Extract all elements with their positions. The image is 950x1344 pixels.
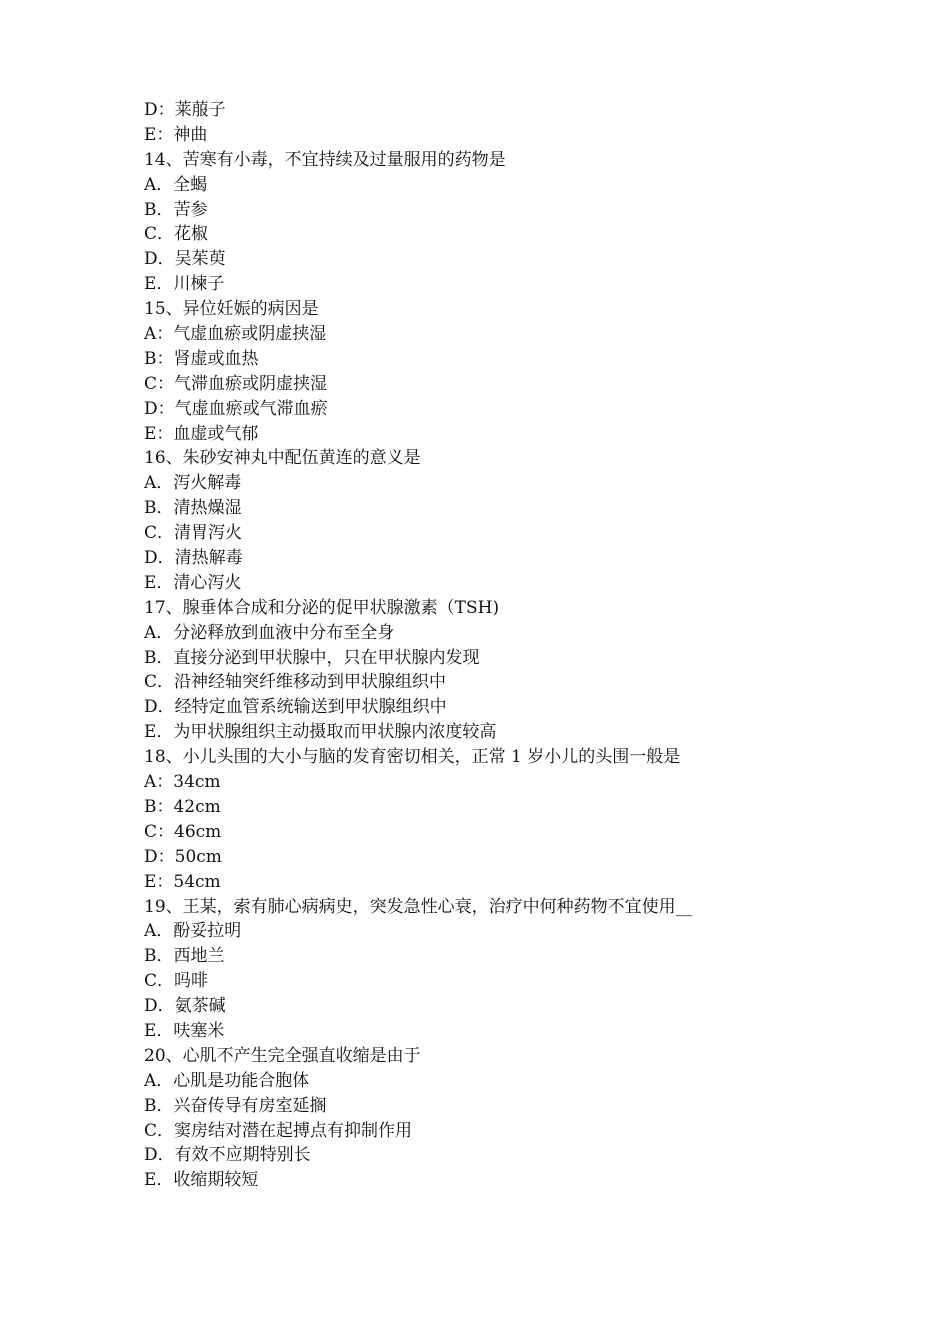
option-line: D．吴茱萸 [144,249,226,270]
option-line: D．有效不应期特别长 [144,1145,311,1166]
option-line: E．呋塞米 [144,1020,225,1041]
option-line: D：莱菔子 [144,100,226,120]
question-line: 17、腺垂体合成和分泌的促甲状腺激素（TSH) [144,597,500,618]
option-line: D：气虚血瘀或气滞血瘀 [144,398,328,419]
option-line: B：42cm [144,796,221,817]
option-line: E．收缩期较短 [144,1170,259,1191]
option-line: A．全蝎 [144,174,208,195]
option-line: E．清心泻火 [144,572,242,593]
option-line: D．氨茶碱 [144,996,226,1017]
question-line: 14、苦寒有小毒，不宜持续及过量服用的药物是 [144,149,506,170]
option-line: B．直接分泌到甲状腺中，只在甲状腺内发现 [144,647,480,668]
option-line: B．西地兰 [144,946,225,967]
option-line: D．经特定血管系统输送到甲状腺组织中 [144,697,447,718]
option-line: E．为甲状腺组织主动摄取而甲状腺内浓度较高 [144,722,497,743]
option-line: A．泻火解毒 [144,473,242,494]
option-line: A：气虚血瘀或阴虚挟湿 [144,324,327,345]
option-line: C．吗啡 [144,971,209,992]
question-line: 18、小儿头围的大小与脑的发育密切相关，正常 1 岁小儿的头围一般是 [144,747,681,768]
option-line: E：血虚或气郁 [144,423,259,444]
option-line: E．川楝子 [144,274,225,295]
option-line: B．苦参 [144,199,208,220]
option-line: B：肾虚或血热 [144,348,259,369]
document-body [144,98,844,1193]
option-line: A．分泌释放到血液中分布至全身 [144,622,395,643]
option-line: E：神曲 [144,124,208,145]
option-line: B．兴奋传导有房室延搁 [144,1095,327,1116]
option-line: B．清热燥湿 [144,498,242,519]
option-line: C．窦房结对潜在起搏点有抑制作用 [144,1120,413,1141]
option-line: C．花椒 [144,224,209,245]
option-line: A．酚妥拉明 [144,921,242,942]
option-line: C．清胃泻火 [144,523,243,544]
option-line: C．沿神经轴突纤维移动到甲状腺组织中 [144,672,447,693]
option-line: A：34cm [144,772,221,793]
question-line: 19、王某，索有肺心病病史，突发急性心衰，治疗中何种药物不宜使用__ [144,896,693,917]
option-line: C：46cm [144,821,222,842]
option-line: C：气滞血瘀或阴虚挟湿 [144,373,328,394]
option-line: E：54cm [144,871,221,892]
question-line: 20、心肌不产生完全强直收缩是由于 [144,1045,421,1066]
option-line: A．心肌是功能合胞体 [144,1070,310,1091]
question-line: 15、异位妊娠的病因是 [144,299,319,320]
option-line: D：50cm [144,846,222,867]
option-line: D．清热解毒 [144,548,243,569]
question-line: 16、朱砂安神丸中配伍黄连的意义是 [144,448,421,469]
